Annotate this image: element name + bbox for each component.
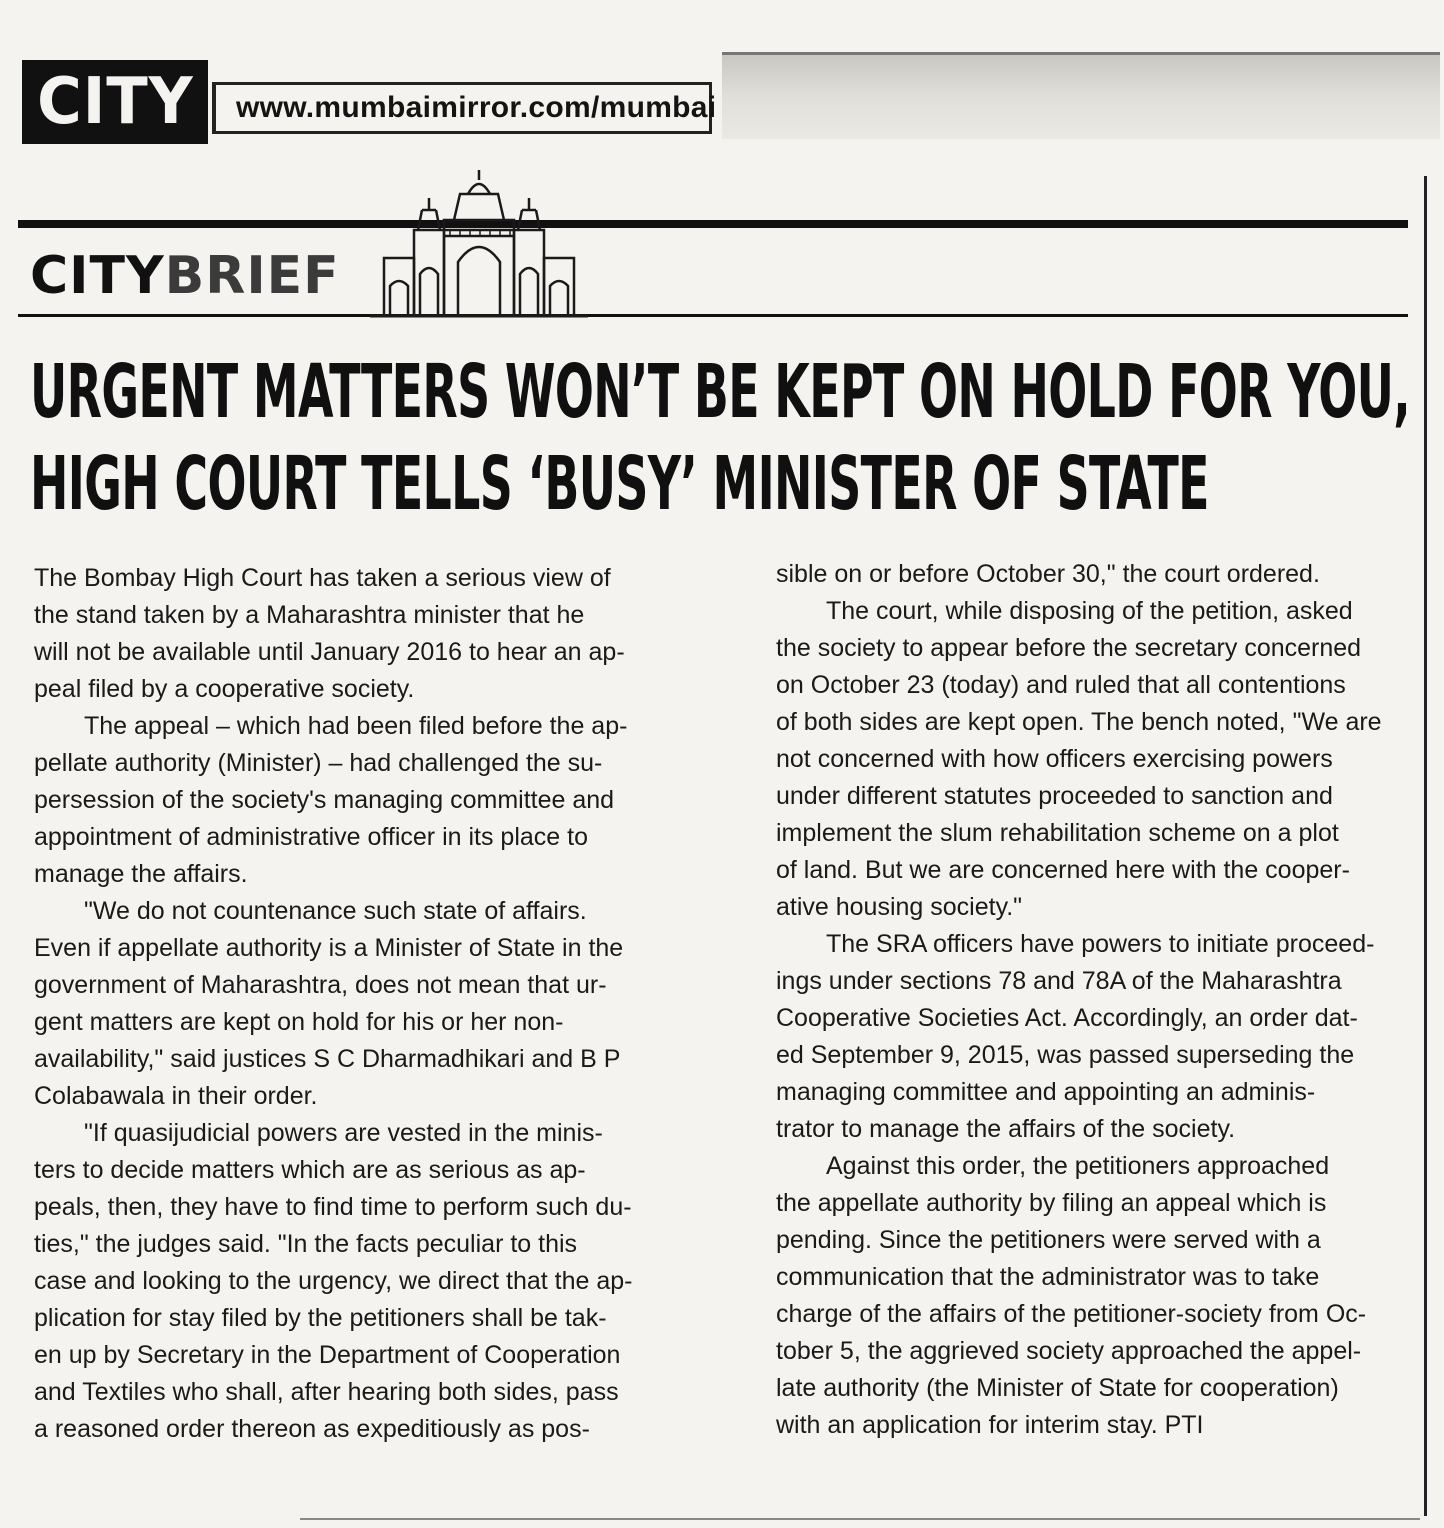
text-line: not concerned with how officers exercising powers xyxy=(776,745,1333,773)
text-line: ties," the judges said. "In the facts peculiar to this xyxy=(34,1230,578,1258)
section-title-city: CITY xyxy=(30,246,165,306)
section-title xyxy=(30,246,340,306)
text-line: ters to decide matters which are as serious as ap- xyxy=(34,1156,586,1184)
text-line: Against this order, the petitioners approached xyxy=(826,1152,1330,1180)
text-line: The court, while disposing of the petition, asked xyxy=(826,597,1353,625)
text-line: The appeal – which had been filed before the ap- xyxy=(84,712,628,740)
text-line: the society to appear before the secretary concerned xyxy=(776,634,1362,662)
text-line: managing committee and appointing an adminis- xyxy=(776,1078,1316,1106)
text-line: charge of the affairs of the petitioner-society from Oc- xyxy=(776,1300,1367,1328)
text-line: "We do not countenance such state of affairs. xyxy=(84,897,587,925)
article-column-left xyxy=(34,560,714,1448)
text-line: persession of the society's managing committee and xyxy=(34,786,615,814)
text-line: on October 23 (today) and ruled that all contentions xyxy=(776,671,1346,699)
text-line: communication that the administrator was to take xyxy=(776,1263,1320,1291)
text-line: the appellate authority by filing an appeal which is xyxy=(776,1189,1327,1217)
masthead-bar xyxy=(722,52,1440,139)
text-line: a reasoned order thereon as expeditiously as pos- xyxy=(34,1415,590,1443)
text-line: trator to manage the affairs of the society. xyxy=(776,1115,1236,1143)
text-line: tober 5, the aggrieved society approached the appel- xyxy=(776,1337,1362,1365)
text-line: late authority (the Minister of State for cooperation) xyxy=(776,1374,1339,1402)
text-line: plication for stay filed by the petitioners shall be tak- xyxy=(34,1304,607,1332)
text-line: pellate authority (Minister) – had challenged the su- xyxy=(34,749,603,777)
text-line: appointment of administrative officer in its place to xyxy=(34,823,588,851)
section-title-brief: BRIEF xyxy=(164,246,340,306)
text-line: will not be available until January 2016 to hear an ap- xyxy=(34,638,625,666)
text-line: peal filed by a cooperative society. xyxy=(34,675,415,703)
text-line: "If quasijudicial powers are vested in the minis- xyxy=(84,1119,603,1147)
text-line: Cooperative Societies Act. Accordingly, an order dat- xyxy=(776,1004,1358,1032)
text-line: manage the affairs. xyxy=(34,860,248,888)
text-line: sible on or before October 30," the court ordered. xyxy=(776,560,1320,588)
text-line: The SRA officers have powers to initiate proceed- xyxy=(826,930,1375,958)
text-line: implement the slum rehabilitation scheme on a plot xyxy=(776,819,1339,847)
page-bottom-line xyxy=(300,1518,1420,1520)
text-line: The Bombay High Court has taken a serious view of xyxy=(34,564,611,592)
text-line: peals, then, they have to find time to perform such du- xyxy=(34,1193,632,1221)
text-line: gent matters are kept on hold for his or her non- xyxy=(34,1008,564,1036)
masthead xyxy=(22,52,1440,138)
text-line: availability," said justices S C Dharmadhikari and B P xyxy=(34,1045,621,1073)
text-line: ative housing society." xyxy=(776,893,1023,921)
text-line: Even if appellate authority is a Minister of State in the xyxy=(34,934,624,962)
website-url: www.mumbaimirror.com/mumbai xyxy=(236,91,717,124)
bottom-rule xyxy=(18,314,1408,317)
headline-line-1: URGENT MATTERS WON’T BE KEPT ON HOLD FOR YOU, xyxy=(30,349,1411,435)
text-line: en up by Secretary in the Department of Cooperation xyxy=(34,1341,621,1369)
text-line: ed September 9, 2015, was passed superseding the xyxy=(776,1041,1355,1069)
text-line: the stand taken by a Maharashtra minister that he xyxy=(34,601,585,629)
text-line: with an application for interim stay. PTI xyxy=(776,1411,1204,1439)
text-line: government of Maharashtra, does not mean that ur- xyxy=(34,971,607,999)
section-label: CITY xyxy=(36,65,194,139)
section-label-box xyxy=(22,60,208,144)
text-line: pending. Since the petitioners were served with a xyxy=(776,1226,1321,1254)
top-rule xyxy=(18,220,1408,228)
article-column-right xyxy=(776,556,1426,1444)
text-line: of land. But we are concerned here with the cooper- xyxy=(776,856,1350,884)
text-line: Colabawala in their order. xyxy=(34,1082,318,1110)
headline-line-2: HIGH COURT TELLS ‘BUSY’ MINISTER OF STATE xyxy=(30,441,1209,527)
text-line: ings under sections 78 and 78A of the Maharashtra xyxy=(776,967,1342,995)
text-line: under different statutes proceeded to sanction and xyxy=(776,782,1333,810)
text-line: case and looking to the urgency, we direct that the ap- xyxy=(34,1267,633,1295)
headline xyxy=(30,346,1411,530)
text-line: of both sides are kept open. The bench noted, "We are xyxy=(776,708,1382,736)
gateway-of-india-icon xyxy=(370,170,588,320)
text-line: and Textiles who shall, after hearing both sides, pass xyxy=(34,1378,619,1406)
url-box xyxy=(212,82,717,134)
